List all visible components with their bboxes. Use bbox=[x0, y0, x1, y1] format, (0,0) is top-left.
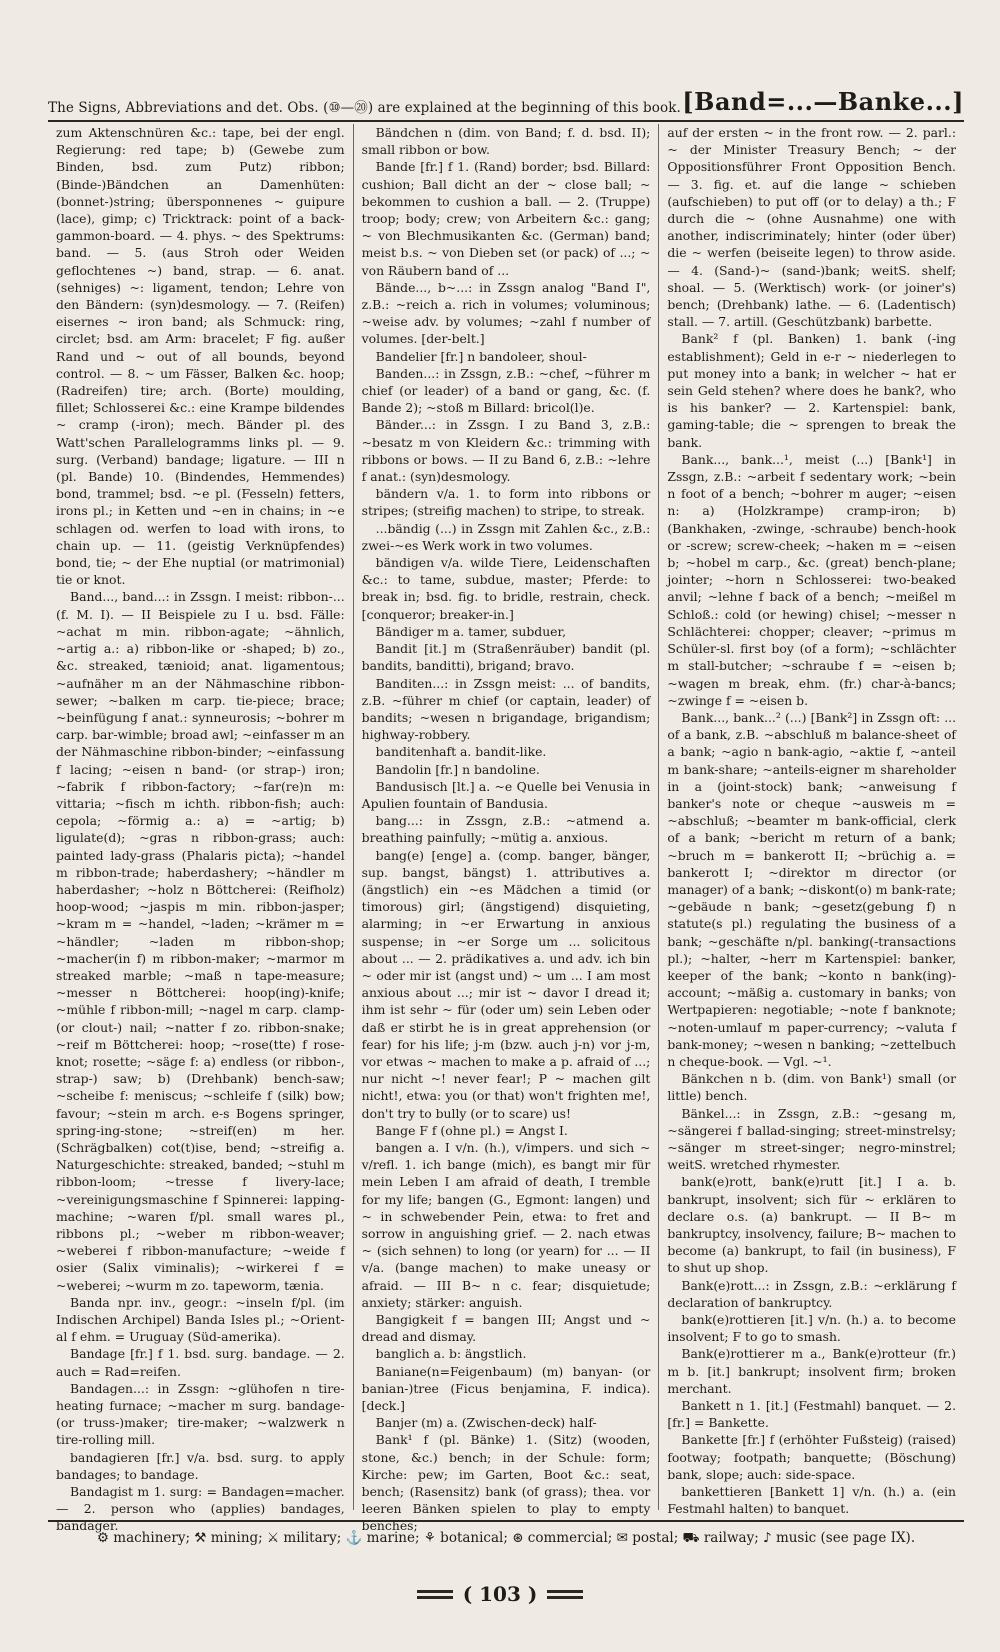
dictionary-entry: Banden...: in Zssgn, z.B.: ~chef, ~führer m chief (or leader) of a band or gang, &c. (f. Bande 2); ~stoß m Billard: bricol(l)e. bbox=[361, 365, 651, 416]
dictionary-entry: Bande [fr.] f 1. (Rand) border; bsd. Billard: cushion; Ball dicht an der ~ close ball; ~ bekommen to cushion a ball. — 2. (Truppe) troop; body; crew; von Arbeitern &c.: gang; ~ von Blechmusikanten &c. (German) band; meist b.s. ~ von Dieben set (or pack) of ...; ~ von Räubern band of ... bbox=[361, 159, 651, 278]
dictionary-entry: Banjer (m) a. (Zwischen-deck) half- bbox=[375, 1415, 597, 1431]
dictionary-entry: Bangigkeit f = bangen III; Angst und ~ dread and dismay. bbox=[361, 1312, 651, 1345]
page-number: ( 103 ) bbox=[462, 1582, 538, 1606]
column-left bbox=[48, 124, 353, 1534]
dictionary-entry: bändigen v/a. wilde Tiere, Leidenschaften &c.: to tame, subdue, master; Pferde: to break in; bsd. fig. to bridle, restrain, check. [conqueror; breaker-in.] bbox=[361, 555, 651, 622]
dictionary-entry: Bänder...: in Zssgn. I zu Band 3, z.B.: ~besatz m von Kleidern &c.: trimming with ribbons or bows. — II zu Band 6, z.B.: ~lehre f anat.: (syn)desmology. bbox=[361, 417, 651, 485]
page-header bbox=[48, 82, 964, 122]
dictionary-entry: Bank..., bank...¹, meist (...) [Bank¹] in Zssgn, z.B.: ~arbeit f sedentary work; ~bein n foot of a bench; ~bohrer m auger; ~eisen n: a) (Holzkrampe) cramp-iron; b) (Bankhaken, -zwinge, -schraube) bench-hook or -screw; screw-cheek; ~haken m = ~eisen b; ~hobel m carp., &c. (great) bench-plane; jointer; ~horn n Schlosserei: two-beaked anvil; ~lehne f back of a bench; ~meißel m Schloß.: cold (or hewing) chisel; ~messer n Schlächterei: chopper; cleaver; ~primus m Schüler-sl. first boy (of a form); ~schlächter m stall-butcher; ~schraube f = ~eisen b; ~wagen m break, ehm. (fr.) char-à-bancs; ~zwinge f = ~eisen b. bbox=[667, 451, 957, 708]
dictionary-entry: bang...: in Zssgn, z.B.: ~atmend a. breathing painfully; ~mütig a. anxious. bbox=[361, 813, 651, 846]
dictionary-entry: Band..., band...: in Zssgn. I meist: ribbon-... (f. M. I). — II Beispiele zu I u. bsd. Fälle: ~achat m min. ribbon-agate; ~ähnlich, ~artig a.: a) ribbon-like or -shaped; b) zo., &c. streaked, tænioid; anat. ligamentous; ~aufnäher m an der Nähmaschine ribbon-sewer; ~balken m carp. tie-piece; brace; ~beinfügung f anat.: synneurosis; ~bohrer m carp. bar-wimble; broad awl; ~einfasser m an der Nähmaschine ribbon-binder; ~einfassung f lacing; ~eisen n band- (or strap-) iron; ~fabrik f ribbon-factory; ~far(re)n m: vittaria; ~fisch m ichth. ribbon-fish; auch: cepola; ~förmig a.: a) = ~artig; b) ligulate(d); ~gras n ribbon-grass; auch: painted lady-grass (Phalaris picta); ~handel m ribbon-trade; haberdashery; ~händler m haberdasher; ~holz n Böttcherei: (Reifholz) hoop-wood; ~jaspis m min. ribbon-jasper; ~kram m = ~handel, ~laden; ~krämer m = ~händler; ~laden m ribbon-shop; ~macher(in f) m ribbon-maker; ~marmor m streaked marble; ~maß n tape-measure; ~messer n Böttcherei: hoop(ing)-knife; ~mühle f ribbon-mill; ~nagel m carp. clamp- (or clout-) nail; ~natter f zo. ribbon-snake; ~reif m Böttcherei: hoop; ~rose(tte) f rose-knot; rosette; ~säge f: a) endless (or ribbon-, strap-) saw; b) (Drehbank) bench-saw; ~scheibe f: meniscus; ~schleife f (silk) bow; favour; ~stein m arch. e-s Bogens springer, spring-ing-stone; ~streif(en) m her. (Schrägbalken) cot(t)ise, bend; ~streifig a. Naturgeschichte: streaked, banded; ~stuhl m ribbon-loom; ~tresse f livery-lace; ~vereinigungsmaschine f Spinnerei: lapping-machine; ~waren f/pl. small wares pl., ribbons pl.; ~weber m ribbon-weaver; ~weberei f ribbon-manufacture; ~weide f osier (Salix viminalis); ~wirkerei f = ~weberei; ~wurm m zo. tapeworm, tænia. bbox=[56, 589, 345, 1293]
columns bbox=[48, 124, 964, 1534]
dictionary-entry: Bänkel...: in Zssgn, z.B.: ~gesang m, ~sängerei f ballad-singing; street-minstrelsy; ~sänger m street-singer; negro-minstrel; weitS. wretched rhymester. bbox=[667, 1105, 957, 1173]
ornament-bar-right bbox=[547, 1590, 583, 1599]
dictionary-entry: bank(e)rottieren [it.] v/n. (h.) a. to become insolvent; F to go to smash. bbox=[667, 1312, 957, 1345]
dictionary-entry: Banda npr. inv., geogr.: ~inseln f/pl. (im Indischen Archipel) Banda Isles pl.; ~Orient-al f ehm. = Uruguay (Süd-amerika). bbox=[56, 1294, 345, 1345]
dictionary-entry: Bank..., bank...² (...) [Bank²] in Zssgn oft: ... of a bank, z.B. ~abschluß m balance-sheet of a bank; ~agio n bank-agio, ~aktie f, ~anteil m bank-share; ~anteils-eigner m shareholder in a (joint-stock) bank; ~anweisung f banker's note or cheque ~ausweis m = ~abschluß; ~beamter m bank-official, clerk of a bank; ~bericht m return of a bank; ~bruch m = bankerott II; ~brüchig a. = bankerott I; ~direktor m director (or manager) of a bank; ~diskont(o) m bank-rate; ~gebäude n bank; ~gesetz(gebung f) n statute(s pl.) regulating the business of a bank; ~geschäfte n/pl. banking(-transactions pl.); ~halter, ~herr m Kartenspiel: banker, keeper of the bank; ~konto n bank(ing)-account; ~mäßig a. customary in banks; von Wertpapieren: negotiable; ~note f banknote; ~noten-umlauf m paper-currency; ~valuta f bank-money; ~wesen n banking; ~zettelbuch n cheque-book. — Vgl. ~¹. bbox=[667, 709, 957, 1069]
dictionary-entry: Bankett n 1. [it.] (Festmahl) banquet. — 2. [fr.] = Bankette. bbox=[667, 1398, 957, 1431]
dictionary-entry: Bandagist m 1. surg: = Bandagen=macher. — 2. person who (applies) bandages, bandager. bbox=[56, 1484, 345, 1534]
dictionary-entry: banglich a. b: ängstlich. bbox=[375, 1346, 527, 1362]
page-number-block bbox=[0, 1582, 1000, 1606]
dictionary-entry: Bankette [fr.] f (erhöhter Fußsteig) (raised) footway; footpath; banquette; (Böschung) bank, slope; auch: side-space. bbox=[667, 1432, 957, 1482]
dictionary-entry: Bandolin [fr.] n bandoline. bbox=[375, 761, 540, 777]
dictionary-entry: Bandagen...: in Zssgn: ~glühofen n tire-heating furnace; ~macher m surg. bandage- (or truss-)maker; tire-maker; ~walzwerk n tire-rolling mill. bbox=[56, 1380, 345, 1448]
dictionary-entry: Bandit [it.] m (Straßenräuber) bandit (pl. bandits, banditti), brigand; bravo. bbox=[361, 641, 651, 674]
column-right bbox=[658, 124, 964, 1517]
dictionary-entry: bangen a. I v/n. (h.), v/impers. und sich ~ v/refl. 1. ich bange (mich), es bangt mir für mein Leben I am afraid of death, I tremble for my life; bangen (G., Egmont: langen) und ~ in schwebender Pein, etwa: to fret and sorrow in anguishing grief. — 2. nach etwas ~ (sich sehnen) to long (or yearn) for ... — II v/a. (bange machen) to make uneasy or afraid. — III B~ n c. fear; disquietude; anxiety; stärker: anguish. bbox=[361, 1139, 651, 1310]
column-middle bbox=[353, 124, 659, 1534]
dictionary-entry: bandagieren [fr.] v/a. bsd. surg. to apply bandages; to bandage. bbox=[56, 1449, 345, 1482]
footer-legend: ⚙ machinery; ⚒ mining; ⚔ military; ⚓ marine; ⚘ botanical; ⊛ commercial; ✉ postal; ⛟ railway; ♪ music (see page IX). bbox=[96, 1530, 916, 1546]
dictionary-entry: Bank(e)rott...: in Zssgn, z.B.: ~erklärung f declaration of bankruptcy. bbox=[667, 1277, 957, 1310]
dictionary-entry: banditenhaft a. bandit-like. bbox=[375, 744, 547, 760]
dictionary-entry: ...bändig (...) in Zssgn mit Zahlen &c., z.B.: zwei-~es Werk work in two volumes. bbox=[361, 520, 651, 553]
dictionary-entry: Bände..., b~...: in Zssgn analog "Band I", z.B.: ~reich a. rich in volumes; voluminous; ~weise adv. by volumes; ~zahl f number of volumes. [der-belt.] bbox=[361, 279, 651, 347]
header-note: The Signs, Abbreviations and det. Obs. (⑩—⑳) are explained at the beginning of this book. bbox=[48, 100, 681, 116]
dictionary-entry: bank(e)rott, bank(e)rutt [it.] I a. b. bankrupt, insolvent; sich für ~ erklären to declare o.s. (a) bankrupt. — II B~ m bankruptcy, insolvency, failure; B~ machen to become (a) bankrupt, to fail (in business), F to shut up shop. bbox=[667, 1174, 957, 1276]
dictionary-entry: Bank² f (pl. Banken) 1. bank (-ing establishment); Geld in e-r ~ niederlegen to put money into a bank; in welcher ~ hat er sein Geld stehen? where does he bank?, who is his banker? — 2. Kartenspiel: bank, gaming-table; die ~ sprengen to break the bank. bbox=[667, 331, 957, 450]
dictionary-entry: bändern v/a. 1. to form into ribbons or stripes; (streifig machen) to stripe, to streak. bbox=[361, 486, 651, 519]
dictionary-entry: Bandelier [fr.] n bandoleer, shoul- bbox=[375, 348, 587, 364]
ornament-bar-left bbox=[417, 1590, 453, 1599]
dictionary-entry: Bank(e)rottierer m a., Bank(e)rotteur (fr.) m b. [it.] bankrupt; insolvent firm; broken merchant. bbox=[667, 1346, 957, 1396]
dictionary-entry: Bänkchen n b. (dim. von Bank¹) small (or little) bench. bbox=[667, 1071, 957, 1104]
dictionary-entry: Banditen...: in Zssgn meist: ... of bandits, z.B. ~führer m chief (or captain, leader) of bandits; ~wesen n brigandage, brigandism; highway-robbery. bbox=[361, 675, 651, 743]
dictionary-entry: auf der ersten ~ in the front row. — 2. parl.: ~ der Minister Treasury Bench; ~ der Oppositionsführer Front Opposition Bench. — 3. fig. et. auf die lange ~ schieben (aufschieben) to put off (or to delay) a th.; F durch die ~ (ohne Ausnahme) one with another, indiscriminately; hinter (oder über) die ~ werfen (beiseite legen) to throw aside. — 4. (Sand-)~ (sand-)bank; weitS. shelf; shoal. — 5. (Werktisch) work- (or joiner's) bench; (Drehbank) lathe. — 6. (Ladentisch) stall. — 7. artill. (Geschützbank) barbette. bbox=[667, 125, 957, 330]
dictionary-entry: Bange F f (ohne pl.) = Angst I. bbox=[375, 1122, 568, 1138]
dictionary-entry: Bändchen n (dim. von Band; f. d. bsd. II); small ribbon or bow. bbox=[361, 125, 651, 158]
dictionary-entry: Bandage [fr.] f 1. bsd. surg. bandage. — 2. auch = Rad=reifen. bbox=[56, 1346, 345, 1379]
page-footer bbox=[48, 1520, 964, 1548]
dictionary-entry: Bank¹ f (pl. Bänke) 1. (Sitz) (wooden, stone, &c.) bench; in der Schule: form; Kirche: pew; im Garten, Boot &c.: seat, bench; (Rasensitz) bank (of grass); thea. vor leeren Bänken spielen to play to empty benches; bbox=[361, 1432, 651, 1534]
dictionary-entry: bang(e) [enge] a. (comp. banger, bänger, sup. bangst, bängst) 1. attributives a. (ängstlich) ein ~es Mädchen a timid (or timorous) girl; (ängstigend) disquieting, alarming; in ~er Erwartung in anxious suspense; in ~er Sorge um ... solicitous about ... — 2. prädikatives a. und adv. ich bin ~ oder mir ist (angst und) ~ um ... I am most anxious about ...; mir ist ~ davor I dread it; ihm ist sehr ~ für (oder um) sein Leben oder daß er stirbt he is in great apprehension (or fear) for his life; j-m (bzw. auch j-n) vor j-m, vor etwas ~ machen to make a p. afraid of ...; nur nicht ~! never fear!; P ~ machen gilt nicht!, etwa: you (or that) won't frighten me!, don't try to bully (or to scare) us! bbox=[361, 847, 651, 1121]
header-range: [Band=...—Banke...] bbox=[682, 87, 964, 116]
dictionary-entry: zum Aktenschnüren &c.: tape, bei der engl. Regierung: red tape; b) (Gewebe zum Binden, bsd. zum Putz) ribbon; (Binde-)Bändchen an Damenhüten: (bonnet-)string; übersponnenes ~ guipure (lace), gimp; c) Tricktrack: point of a back-gammon-board. — 4. phys. ~ des Spektrums: band. — 5. (aus Stroh oder Weiden geflochtenes ~) band, strap. — 6. anat. (sehniges) ~: ligament, tendon; Lehre von den Bändern: (syn)desmology. — 7. (Reifen) eisernes ~ iron band; als Schmuck: ring, circlet; bsd. am Arm: bracelet; F fig. außer Rand und ~ out of all bounds, beyond control. — 8. ~ um Fässer, Balken &c. hoop; (Radreifen) tire; arch. (Borte) moulding, fillet; Schlosserei &c.: eine Krampe bildendes ~ cramp (-iron); mech. Bänder pl. des Watt'schen Parallelogramms links pl. — 9. surg. (Verband) bandage; ligature. — III n (pl. Bande) 10. (Bindendes, Hemmendes) bond, trammel; bsd. ~e pl. (Fesseln) fetters, irons pl.; in Ketten und ~en in chains; in ~e schlagen od. werfen to load with irons, to chain up. — 11. (geistig Verknüpfendes) bond, tie; ~ der Ehe nuptial (or matrimonial) tie or knot. bbox=[56, 125, 345, 588]
dictionary-entry: Bandusisch [lt.] a. ~e Quelle bei Venusia in Apulien fountain of Bandusia. bbox=[361, 778, 651, 811]
dictionary-entry: bankettieren [Bankett 1] v/n. (h.) a. (ein Festmahl halten) to banquet. bbox=[667, 1484, 957, 1517]
dictionary-entry: Bändiger m a. tamer, subduer, bbox=[375, 623, 567, 639]
dictionary-entry: Baniane(n=Feigenbaum) (m) banyan- (or banian-)tree (Ficus benjamina, F. indica). [deck.] bbox=[361, 1363, 651, 1414]
